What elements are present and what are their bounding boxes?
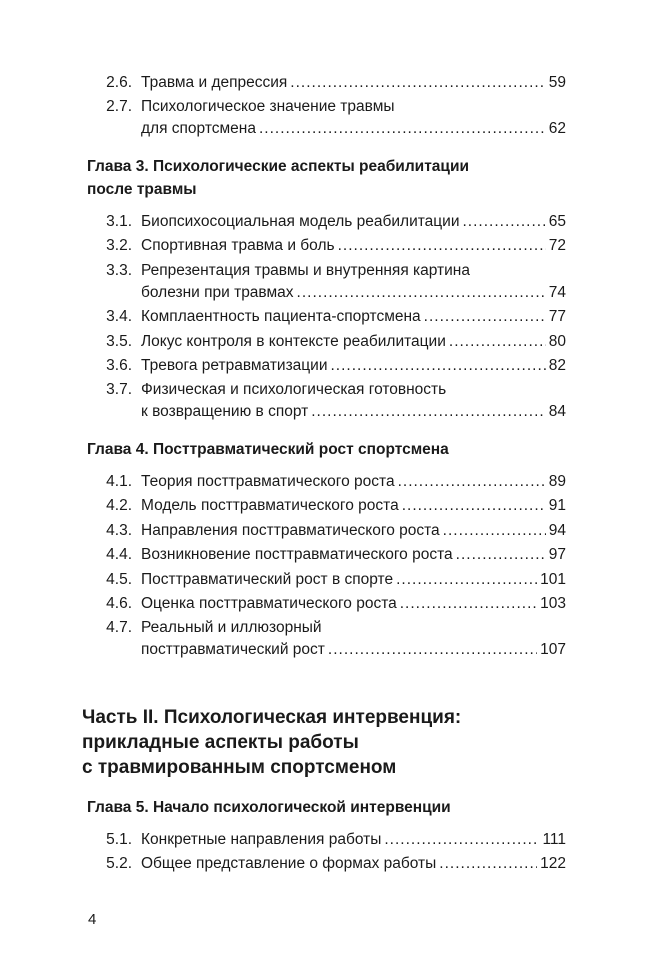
toc-entry-page: 101: [540, 570, 566, 588]
page-number: 4: [88, 911, 97, 928]
part-heading-line: прикладные аспекты работы: [82, 732, 359, 753]
toc-entry-title: Оценка посттравматического роста: [141, 595, 397, 612]
toc-entry-page: 65: [548, 213, 566, 230]
toc-entry-page: 74: [548, 283, 566, 301]
toc-entry-number: 2.7.: [106, 98, 132, 116]
toc-entry-number: 3.2.: [106, 237, 132, 255]
toc-entry-line: [141, 355, 566, 377]
toc-entry-line: [141, 235, 566, 257]
toc-entry-number: 3.3.: [106, 261, 132, 279]
dot-leader: [338, 235, 546, 257]
dot-leader: [443, 520, 546, 542]
toc-entry-number: 5.1.: [106, 831, 132, 848]
toc-entry-title: для спортсмена: [141, 120, 256, 138]
toc-entry-title: Репрезентация травмы и внутренняя картина: [141, 261, 470, 279]
toc-entry[interactable]: [0, 520, 652, 542]
dot-leader: [439, 853, 537, 875]
part-heading-line: с травмированным спортсменом: [82, 757, 397, 778]
toc-entry-number: 3.4.: [106, 308, 132, 326]
toc-entry[interactable]: [0, 495, 652, 517]
toc-entry-title: Конкретные направления работы: [141, 831, 382, 848]
chapter-heading-line: Глава 5. Начало психологической интервенции: [87, 799, 451, 816]
toc-entry-title: болезни при травмах: [141, 283, 294, 301]
toc-entry-title: Биопсихосоциальная модель реабилитации: [141, 213, 460, 230]
toc-entry-number: 2.6.: [106, 74, 132, 91]
toc-entry-page: 59: [548, 74, 566, 91]
toc-entry-title: Тревога ретравматизации: [141, 357, 328, 374]
toc-entry-number: 4.1.: [106, 473, 132, 490]
dot-leader: [424, 306, 546, 328]
toc-entry-title: Теория посттравматического роста: [141, 473, 395, 490]
dot-leader: [463, 211, 546, 233]
toc-entry-page: 89: [548, 473, 566, 490]
toc-entry-number: 3.7.: [106, 381, 132, 399]
toc-entry-number: 3.5.: [106, 332, 132, 350]
part-heading-line: Часть II. Психологическая интервенция:: [82, 707, 462, 728]
toc-entry-number: 4.7.: [106, 619, 132, 637]
toc-entry-number: 4.4.: [106, 546, 132, 564]
toc-entry-page: 111: [542, 831, 566, 848]
dot-leader: [456, 544, 546, 566]
toc-entry[interactable]: [0, 853, 652, 875]
toc-entry-line: [141, 331, 566, 353]
toc-entry-line: [141, 617, 566, 639]
toc-entry-title: Модель посттравматического роста: [141, 497, 399, 515]
toc-entry-page: 72: [548, 237, 566, 255]
toc-entry-title: Реальный и иллюзорный: [141, 619, 322, 637]
chapter-heading: [87, 438, 557, 461]
toc-entry-line: [141, 471, 566, 493]
toc-entry-title: Локус контроля в контексте реабилитации: [141, 332, 446, 350]
toc-entry-number: 3.1.: [106, 213, 132, 230]
toc-entry-number: 4.3.: [106, 521, 132, 539]
dot-leader: [259, 118, 546, 140]
dot-leader: [290, 72, 545, 94]
toc-entry-number: 3.6.: [106, 357, 132, 374]
toc-entry[interactable]: [0, 96, 652, 140]
toc-entry-title: Травма и депрессия: [141, 74, 288, 91]
toc-entry-number: 4.5.: [106, 570, 132, 588]
toc-entry-line: [141, 829, 566, 851]
toc-entry-line: [141, 96, 566, 118]
chapter-heading-line: после травмы: [87, 181, 197, 198]
dot-leader: [400, 593, 537, 615]
dot-leader: [402, 495, 546, 517]
toc-entry[interactable]: [0, 355, 652, 377]
toc-entry-page: 91: [548, 497, 566, 515]
toc-entry-line: [141, 544, 566, 566]
dot-leader: [328, 639, 537, 661]
toc-entry[interactable]: [0, 260, 652, 304]
dot-leader: [297, 282, 546, 304]
chapter-heading: [87, 796, 557, 819]
toc-entry[interactable]: [0, 617, 652, 661]
toc-entry-line: [141, 639, 566, 661]
toc-entry[interactable]: [0, 569, 652, 591]
toc-entry[interactable]: [0, 829, 652, 851]
toc-entry-line: [141, 495, 566, 517]
toc-entry-page: 80: [548, 332, 566, 350]
toc-entry[interactable]: [0, 544, 652, 566]
toc-entry-title: к возвращению в спорт: [141, 403, 309, 421]
toc-entry-title: Физическая и психологическая готовность: [141, 381, 447, 399]
toc-entry[interactable]: [0, 306, 652, 328]
toc-entry-title: Психологическое значение травмы: [141, 98, 395, 116]
chapter-heading-line: Глава 4. Посттравматический рост спортсмена: [87, 441, 449, 458]
toc-entry-title: Комплаентность пациента-спортсмена: [141, 308, 421, 326]
toc-entry-page: 62: [548, 120, 566, 138]
toc-entry-line: [141, 211, 566, 233]
toc-entry-page: 122: [540, 855, 566, 873]
toc-entry[interactable]: [0, 72, 652, 94]
dot-leader: [398, 471, 546, 493]
toc-entry-line: [141, 72, 566, 94]
toc-entry-page: 84: [548, 403, 566, 421]
toc-entry-number: 5.2.: [106, 855, 132, 873]
toc-entry-line: [141, 593, 566, 615]
toc-entry[interactable]: [0, 593, 652, 615]
toc-entry[interactable]: [0, 471, 652, 493]
chapter-heading: [87, 155, 557, 201]
toc-entry-number: 4.2.: [106, 497, 132, 515]
toc-entry-page: 97: [548, 546, 566, 564]
dot-leader: [331, 355, 546, 377]
toc-entry-title: посттравматический рост: [141, 641, 325, 659]
toc-entry-line: [141, 260, 566, 282]
toc-entry-title: Спортивная травма и боль: [141, 237, 335, 255]
toc-entry-page: 107: [540, 641, 566, 659]
toc-entry-page: 103: [540, 595, 566, 612]
dot-leader: [396, 569, 537, 591]
toc-entry-line: [141, 118, 566, 140]
toc-entry-page: 94: [548, 521, 566, 539]
toc-entry-line: [141, 401, 566, 423]
toc-entry-line: [141, 853, 566, 875]
dot-leader: [384, 829, 539, 851]
dot-leader: [311, 401, 546, 423]
toc-entry-line: [141, 379, 566, 401]
chapter-heading-line: Глава 3. Психологические аспекты реабилитации: [87, 158, 470, 175]
toc-entry-title: Возникновение посттравматического роста: [141, 546, 453, 564]
toc-entry[interactable]: [0, 379, 652, 423]
toc-entry-line: [141, 569, 566, 591]
toc-entry-title: Общее представление о формах работы: [141, 855, 437, 873]
toc-entry[interactable]: [0, 331, 652, 353]
toc-entry-page: 77: [548, 308, 566, 326]
toc-entry-number: 4.6.: [106, 595, 132, 612]
toc-entry-line: [141, 282, 566, 304]
toc-entry-title: Посттравматический рост в спорте: [141, 570, 394, 588]
toc-entry-line: [141, 306, 566, 328]
toc-entry-title: Направления посттравматического роста: [141, 521, 440, 539]
toc-entry-line: [141, 520, 566, 542]
dot-leader: [449, 331, 546, 353]
part-heading: [82, 705, 562, 780]
toc-entry-page: 82: [548, 357, 566, 374]
toc-entry[interactable]: [0, 235, 652, 257]
toc-entry[interactable]: [0, 211, 652, 233]
